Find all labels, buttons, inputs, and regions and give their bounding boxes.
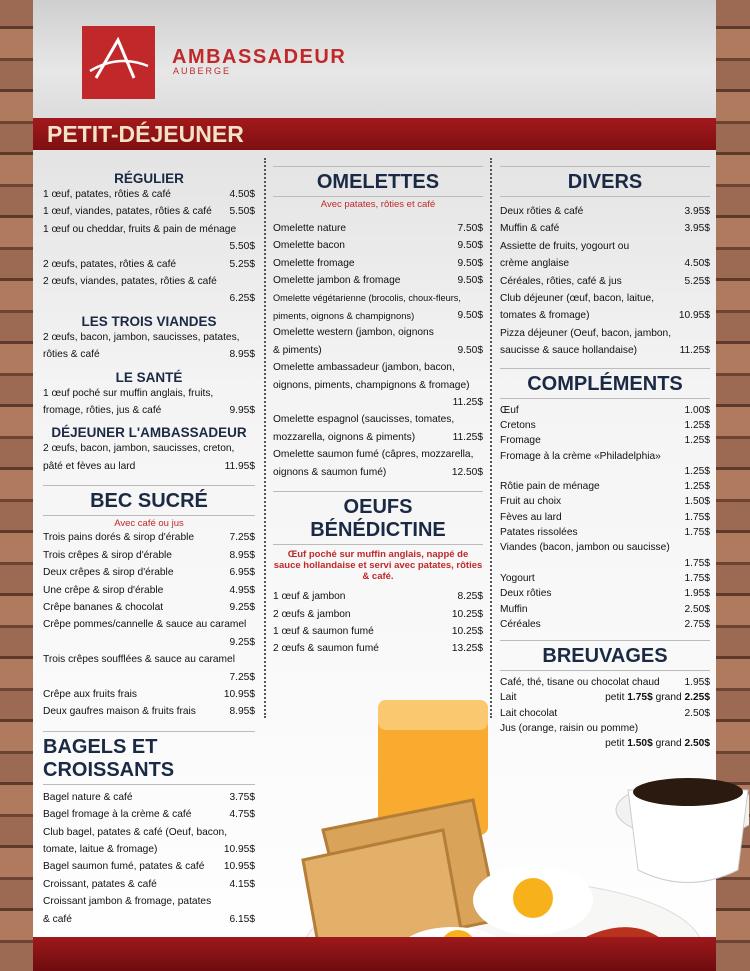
- menu-row: Muffin 2.50$: [500, 603, 710, 615]
- section-title: DIVERS: [567, 171, 643, 193]
- divider: [273, 166, 483, 167]
- section-title: BEC SUCRÉ: [90, 490, 208, 513]
- menu-row: Omelette végétarienne (brocolis, choux-fleurs,: [273, 292, 461, 303]
- menu-row: Fromage à la crème «Philadelphia»: [500, 450, 661, 462]
- menu-row: tomates & fromage) 10.95$: [500, 310, 710, 322]
- menu-row: Crêpe bananes & chocolat 9.25$: [43, 601, 255, 613]
- menu-row: 1 œuf ou cheddar, fruits & pain de ménage: [43, 223, 237, 235]
- menu-row: Croissant, patates & café 4.15$: [43, 878, 255, 890]
- divider: [43, 485, 255, 486]
- menu-sheet: [33, 0, 716, 971]
- divider: [273, 544, 483, 545]
- menu-row: pâté et fèves au lard 11.95$: [43, 460, 255, 472]
- column-1: [43, 160, 255, 928]
- menu-row: Omelette jambon & fromage 9.50$: [273, 275, 483, 287]
- menu-row: Café, thé, tisane ou chocolat chaud 1.95$: [500, 677, 710, 689]
- divider: [500, 368, 710, 369]
- menu-row: Deux gaufres maison & fruits frais 8.95$: [43, 706, 255, 718]
- menu-row: Deux crêpes & sirop d'érable 6.95$: [43, 567, 255, 579]
- menu-row: 2 œufs, patates, rôties & café 5.25$: [43, 258, 255, 270]
- menu-row: Trois crêpes soufflées & sauce au caramel: [43, 654, 235, 666]
- menu-row: Trois crêpes & sirop d'érable 8.95$: [43, 549, 255, 561]
- menu-row: Bagel fromage à la crème & café 4.75$: [43, 809, 255, 821]
- section-title: OMELETTES: [316, 171, 440, 193]
- menu-row: Club bagel, patates & café (Oeuf, bacon,: [43, 826, 228, 838]
- divider: [500, 196, 710, 197]
- menu-row: Pizza déjeuner (Oeuf, bacon, jambon,: [500, 327, 672, 339]
- menu-row: Club déjeuner (œuf, bacon, laitue,: [500, 293, 655, 305]
- menu-row: Bagel saumon fumé, patates & café 10.95$: [43, 861, 255, 873]
- menu-row: Crêpe pommes/cannelle & sauce au caramel: [43, 619, 247, 631]
- menu-row: Omelette western (jambon, oignons: [273, 327, 434, 339]
- menu-row: 1 œuf, patates, rôties & café 4.50$: [43, 189, 255, 200]
- section-title: OEUFS BÉNÉDICTINE: [310, 496, 446, 542]
- section-title: DÉJEUNER L'AMBASSADEUR: [51, 425, 247, 441]
- menu-row: 2 œufs, bacon, jambon, saucisses, patates,: [43, 331, 240, 343]
- column-divider: [490, 158, 492, 718]
- menu-row: 1.75$: [684, 557, 710, 569]
- menu-row: Omelette ambassadeur (jambon, bacon,: [273, 362, 455, 374]
- divider: [273, 491, 483, 492]
- menu-row: Lait chocolat 2.50$: [500, 707, 710, 719]
- menu-row: 1 œuf poché sur muffin anglais, fruits,: [43, 387, 214, 399]
- menu-row: Croissant jambon & fromage, patates: [43, 896, 212, 908]
- menu-row: Céréales 2.75$: [500, 618, 710, 630]
- menu-row: rôties & café 8.95$: [43, 349, 255, 361]
- menu-row: 7.25$: [229, 671, 255, 683]
- menu-row: Muffin & café 3.95$: [500, 223, 710, 235]
- section-title: LES TROIS VIANDES: [81, 313, 217, 329]
- menu-row: Crêpe aux fruits frais 10.95$: [43, 688, 255, 700]
- menu-row: Patates rissolées 1.75$: [500, 527, 710, 539]
- divider: [43, 515, 255, 516]
- menu-row: oignons, piments, champignons & fromage): [273, 379, 470, 391]
- divider: [500, 670, 710, 671]
- menu-row: 1 œuf, viandes, patates, rôties & café 5.50$: [43, 206, 255, 218]
- menu-header: [33, 0, 716, 118]
- menu-row: mozzarella, oignons & piments) 11.25$: [273, 431, 483, 443]
- breakfast-photo: [283, 690, 749, 971]
- menu-row: Bagel nature & café 3.75$: [43, 791, 255, 803]
- menu-row: Omelette fromage 9.50$: [273, 257, 483, 269]
- menu-row: 1.25$: [684, 465, 710, 477]
- menu-row: 11.25$: [452, 397, 483, 409]
- divider: [500, 398, 710, 399]
- menu-row: Fromage 1.25$: [500, 435, 710, 447]
- menu-row: Lait petit 1.75$ grand 2.25$: [500, 692, 710, 704]
- menu-row: 6.25$: [229, 293, 255, 305]
- section-title: RÉGULIER: [114, 171, 184, 186]
- menu-row: fromage, rôties, jus & café 9.95$: [43, 405, 255, 417]
- section-subtitle: Œuf poché sur muffin anglais, nappé de sauce hollandaise et servi avec patates, rôties & café.: [273, 549, 483, 583]
- menu-row: & piments) 9.50$: [273, 344, 483, 356]
- divider: [43, 731, 255, 732]
- menu-row: Yogourt 1.75$: [500, 572, 710, 584]
- menu-row: Assiette de fruits, yogourt ou: [500, 240, 630, 252]
- menu-row: Céréales, rôties, café & jus 5.25$: [500, 275, 710, 287]
- menu-row: 2 œufs & saumon fumé 13.25$: [273, 643, 483, 655]
- brand-subtitle: AUBERGE: [173, 66, 232, 76]
- brand-name: AMBASSADEUR: [172, 46, 347, 68]
- menu-row: Omelette bacon 9.50$: [273, 240, 483, 252]
- section-title: BAGELS ET CROISSANTS: [43, 735, 175, 781]
- menu-row: Cretons 1.25$: [500, 419, 710, 431]
- column-3: [500, 160, 710, 752]
- menu-row: Jus (orange, raisin ou pomme): [500, 723, 639, 734]
- section-banner: [33, 118, 716, 150]
- menu-row: Une crêpe & sirop d'érable 4.95$: [43, 584, 255, 596]
- menu-row: 9.25$: [229, 636, 255, 648]
- divider: [273, 196, 483, 197]
- menu-row: 2 œufs, bacon, jambon, saucisses, creton,: [43, 443, 235, 455]
- divider: [43, 784, 255, 785]
- divider: [500, 640, 710, 641]
- menu-row: oignons & saumon fumé) 12.50$: [273, 466, 483, 478]
- divider: [500, 166, 710, 167]
- menu-row: saucisse & sauce hollandaise) 11.25$: [500, 345, 710, 357]
- section-title: LE SANTÉ: [115, 369, 183, 385]
- menu-row: Omelette nature 7.50$: [273, 223, 483, 234]
- footer-bar: [33, 937, 716, 971]
- column-divider: [264, 158, 266, 718]
- ambassadeur-logo: [82, 26, 155, 99]
- menu-row: 2 œufs & jambon 10.25$: [273, 608, 483, 620]
- menu-row: & café 6.15$: [43, 913, 255, 925]
- menu-row: 2 œufs, viandes, patates, rôties & café: [43, 276, 217, 288]
- menu-row: Fruit au choix 1.50$: [500, 496, 710, 508]
- section-title: COMPLÉMENTS: [527, 372, 683, 395]
- menu-row: Œuf 1.00$: [500, 404, 710, 416]
- menu-row: 1 œuf & jambon 8.25$: [273, 591, 483, 603]
- menu-row: 5.50$: [229, 241, 255, 253]
- menu-row: Omelette saumon fumé (câpres, mozzarella,: [273, 449, 474, 461]
- menu-row: Deux rôties & café 3.95$: [500, 206, 710, 217]
- menu-row: tomate, laitue & fromage) 10.95$: [43, 843, 255, 855]
- menu-row: Rôtie pain de ménage 1.25$: [500, 481, 710, 493]
- section-subtitle: Avec patates, rôties et café: [320, 199, 436, 210]
- menu-row: Deux rôties 1.95$: [500, 588, 710, 600]
- section-subtitle: Avec café ou jus: [114, 518, 184, 530]
- menu-row: 1 œuf & saumon fumé 10.25$: [273, 625, 483, 637]
- menu-row: Trois pains dorés & sirop d'érable 7.25$: [43, 532, 255, 544]
- menu-row: piments, oignons & champignons) 9.50$: [273, 310, 483, 322]
- menu-row: petit 1.50$ grand 2.50$: [605, 738, 710, 750]
- section-title: BREUVAGES: [542, 645, 668, 668]
- column-2: [273, 160, 483, 658]
- menu-row: Viandes (bacon, jambon ou saucisse): [500, 542, 670, 554]
- menu-row: Omelette espagnol (saucisses, tomates,: [273, 414, 455, 426]
- banner-title: PETIT-DÉJEUNER: [47, 121, 244, 147]
- menu-row: Fèves au lard 1.75$: [500, 511, 710, 523]
- menu-row: crème anglaise 4.50$: [500, 258, 710, 270]
